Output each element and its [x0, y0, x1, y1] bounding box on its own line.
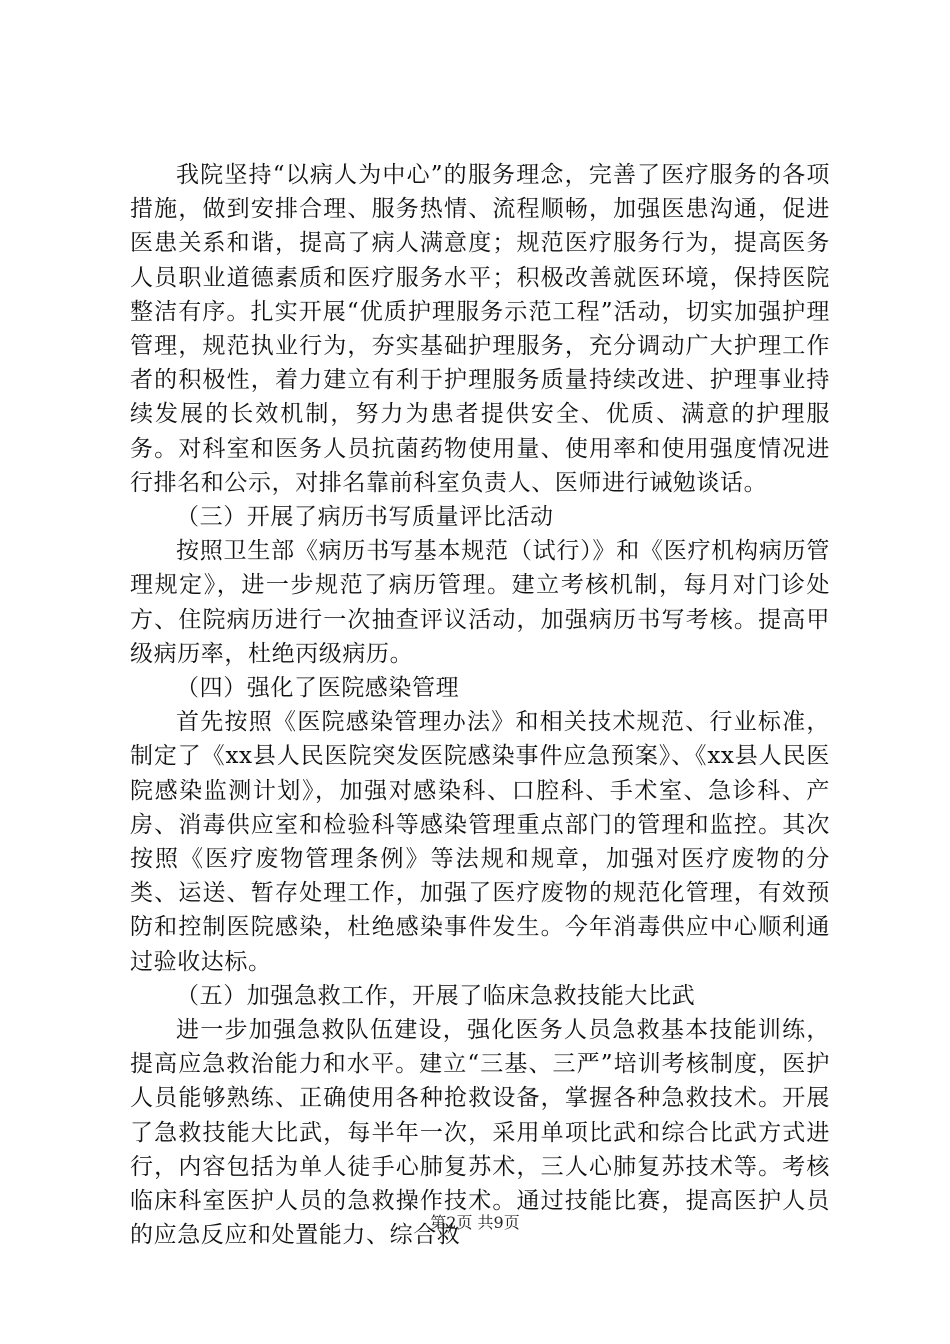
page-number-footer: 第2页 共9页 — [430, 1213, 520, 1232]
section-heading-medical-records: （三）开展了病历书写质量评比活动 — [176, 504, 554, 531]
section-heading-emergency-skills: （五）加强急救工作，开展了临床急救技能大比武 — [176, 982, 696, 1009]
paragraph-medical-records: 按照卫生部《病历书写基本规范（试行）》和《医疗机构病历管理规定》，进一步规范了病历管理。建立考核机制，每月对门诊处方、住院病历进行一次抽查评议活动，加强病历书写考核。提高甲级病历率，杜绝丙级病历。 — [130, 538, 830, 667]
paragraph-service-concept: 我院坚持“以病人为中心”的服务理念，完善了医疗服务的各项措施，做到安排合理、服务热情、流程顺畅，加强医患沟通，促进医患关系和谐，提高了病人满意度；规范医疗服务行为，提高医务人员职业道德素质和医疗服务水平；积极改善就医环境，保持医院整洁有序。扎实开展“优质护理服务示范工程”活动，切实加强护理管理，规范执业行为，夯实基础护理服务，充分调动广大护理工作者的积极性，着力建立有利于护理服务质量持续改进、护理事业持续发展的长效机制，努力为患者提供安全、优质、满意的护理服务。对科室和医务人员抗菌药物使用量、使用率和使用强度情况进行排名和公示，对排名靠前科室负责人、医师进行诫勉谈话。 — [130, 162, 830, 496]
paragraph-infection-control: 首先按照《医院感染管理办法》和相关技术规范、行业标准，制定了《xx县人民医院突发医院感染事件应急预案》、《xx县人民医院感染监测计划》，加强对感染科、口腔科、手术室、急诊科、产房、消毒供应室和检验科等感染管理重点部门的管理和监控。其次按照《医疗废物管理条例》等法规和规章，加强对医疗废物的分类、运送、暂存处理工作，加强了医疗废物的规范化管理，有效预防和控制医院感染，杜绝感染事件发生。今年消毒供应中心顺利通过验收达标。 — [130, 709, 830, 975]
document-body — [130, 158, 830, 1253]
section-heading-infection-control: （四）强化了医院感染管理 — [176, 675, 460, 702]
paragraph-emergency-skills: 进一步加强急救队伍建设，强化医务人员急救基本技能训练，提高应急救治能力和水平。建立“三基、三严”培训考核制度，医护人员能够熟练、正确使用各种抢救设备，掌握各种急救技术。开展了急救技能大比武，每半年一次，采用单项比武和综合比武方式进行，内容包括为单人徒手心肺复苏术，三人心肺复苏技术等。考核临床科室医护人员的急救操作技术。通过技能比赛，提高医护人员的应急反应和处置能力、综合救 — [130, 1017, 830, 1249]
